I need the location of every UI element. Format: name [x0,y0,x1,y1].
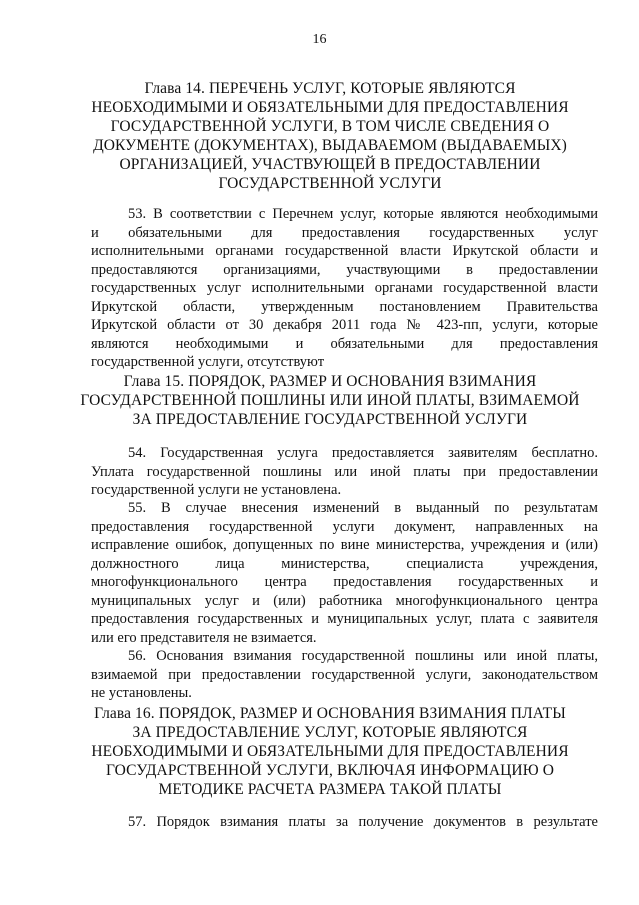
paragraph-line: исправление ошибок, допущенных по вине министерства, учреждения и (или) [91,537,598,553]
heading-line: ДОКУМЕНТЕ (ДОКУМЕНТАХ), ВЫДАВАЕМОМ (ВЫДАВАЕМЫХ) [93,137,567,154]
paragraph-line: 55. В случае внесения изменений в выданный по результатам [128,500,598,516]
heading-line: НЕОБХОДИМЫМИ И ОБЯЗАТЕЛЬНЫМИ ДЛЯ ПРЕДОСТАВЛЕНИЯ [91,743,569,760]
heading-line: НЕОБХОДИМЫМИ И ОБЯЗАТЕЛЬНЫМИ ДЛЯ ПРЕДОСТАВЛЕНИЯ [91,99,569,116]
paragraph-line: 53. В соответствии с Перечнем услуг, которые являются необходимыми [128,206,598,222]
heading-line: Глава 16. ПОРЯДОК, РАЗМЕР И ОСНОВАНИЯ ВЗИМАНИЯ ПЛАТЫ [94,705,566,722]
paragraph-line: предоставления государственной услуги документ, направленных на [91,518,598,535]
paragraph-line: 56. Основания взимания государственной пошлины или иной платы, [128,648,598,664]
heading-line: ОРГАНИЗАЦИЕЙ, УЧАСТВУЮЩЕЙ В ПРЕДОСТАВЛЕНИИ [119,156,541,173]
paragraph-line: государственной услуги, отсутствуют [91,354,325,370]
paragraph-line: исполнительными органами государственной власти Иркутской области и [91,243,598,259]
paragraph-57 [91,813,598,832]
paragraph-line: муниципальных услуг и (или) работника многофункционального центра [91,592,598,609]
paragraph-56 [91,647,598,703]
heading-line: ЗА ПРЕДОСТАВЛЕНИЕ УСЛУГ, КОТОРЫЕ ЯВЛЯЮТСЯ [132,724,528,741]
paragraph-line: Уплата государственной пошлины или иной платы при предоставлении [91,463,598,480]
paragraph-54 [91,444,598,500]
heading-line: ГОСУДАРСТВЕННОЙ УСЛУГИ, В ТОМ ЧИСЛЕ СВЕДЕНИЯ О [110,118,550,135]
heading-line: Глава 15. ПОРЯДОК, РАЗМЕР И ОСНОВАНИЯ ВЗИМАНИЯ [123,373,537,390]
paragraph-line: и обязательными для предоставления государственных услуг [91,224,598,241]
paragraph-line: 57. Порядок взимания платы за получение документов в результате [128,814,598,830]
paragraph-line: многофункционального центра предоставления государственных и [91,574,598,590]
heading-line: МЕТОДИКЕ РАСЧЕТА РАЗМЕРА ТАКОЙ ПЛАТЫ [158,781,502,798]
chapter-14-heading [70,79,590,193]
paragraph-line: Иркутской области от 30 декабря 2011 года № 423-пп, услуги, которые [91,317,598,333]
heading-line: ГОСУДАРСТВЕННОЙ УСЛУГИ [218,175,442,192]
heading-line: Глава 14. ПЕРЕЧЕНЬ УСЛУГ, КОТОРЫЕ ЯВЛЯЮТСЯ [144,80,516,97]
heading-line: ГОСУДАРСТВЕННОЙ ПОШЛИНЫ ИЛИ ИНОЙ ПЛАТЫ, ВЗИМАЕМОЙ [80,392,580,409]
paragraph-line: государственной услуги не установлена. [91,482,342,498]
paragraph-line: предоставляются организациями, участвующими в предоставлении [91,261,598,278]
paragraph-line: взимаемой при предоставлении государственной услуги, законодательством [91,666,598,683]
page-number: 16 [312,32,327,47]
paragraph-line: должностного лица министерства, специалиста учреждения, [91,555,598,572]
paragraph-line: Иркутской области, утвержденным постановлением Правительства [91,298,598,315]
paragraph-line: не установлены. [91,685,192,701]
paragraph-line: или его представителя не взимается. [91,629,317,646]
heading-line: ЗА ПРЕДОСТАВЛЕНИЕ ГОСУДАРСТВЕННОЙ УСЛУГИ [132,411,528,428]
paragraph-line: государственных услуг исполнительными органами государственной власти [91,280,598,296]
paragraph-line: 54. Государственная услуга предоставляется заявителям бесплатно. [128,445,598,461]
paragraph-line: являются необходимыми и обязательными для предоставления [91,335,598,352]
paragraph-53 [91,205,598,372]
chapter-15-heading [70,372,590,429]
paragraph-55 [91,499,598,647]
chapter-16-heading [70,704,590,799]
heading-line: ГОСУДАРСТВЕННОЙ УСЛУГИ, ВКЛЮЧАЯ ИНФОРМАЦИЮ О [105,762,555,779]
paragraph-line: предоставления государственных и муниципальных услуг, плата с заявителя [91,611,598,627]
